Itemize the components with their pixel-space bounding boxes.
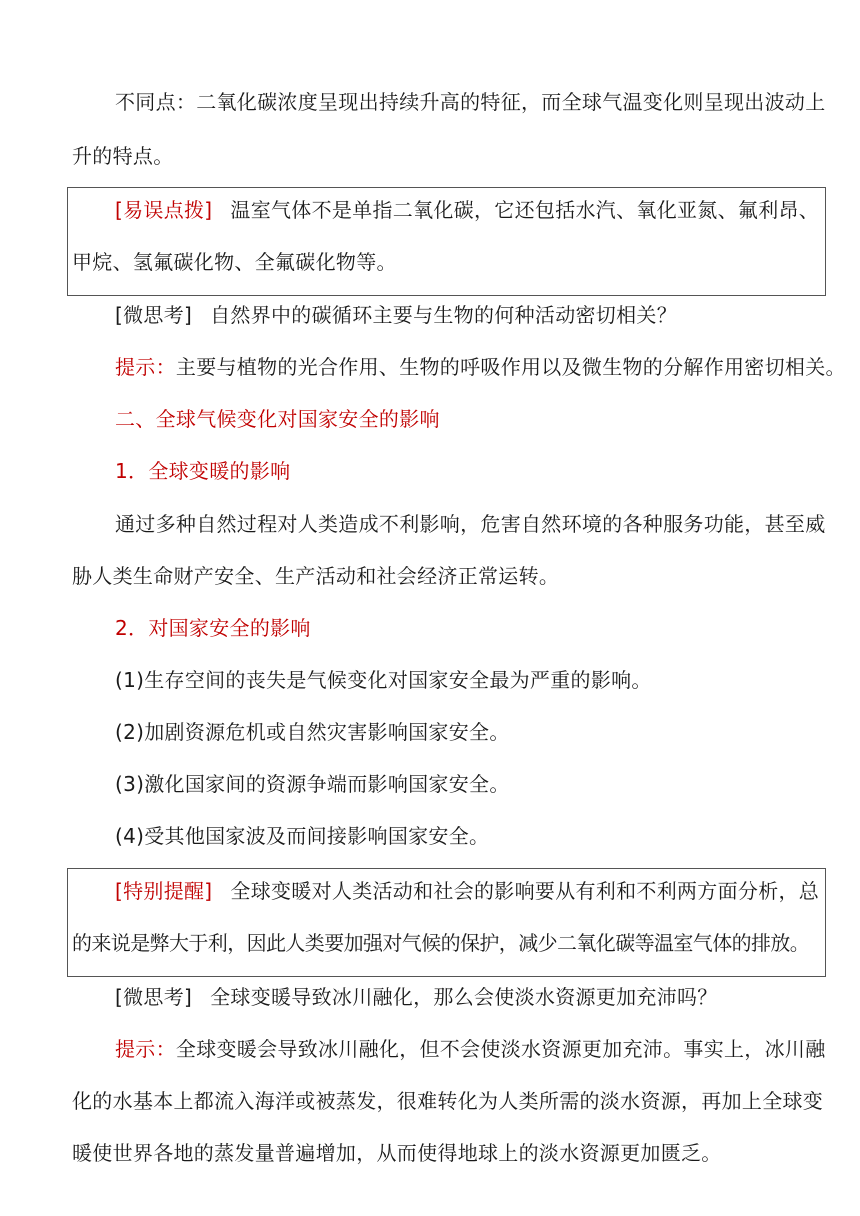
list-item-4: (4)受其他国家波及而间接影响国家安全。 xyxy=(115,824,490,848)
think2-hint-line-1 xyxy=(115,1035,860,1063)
subsection-2-title: 2．对国家安全的影响 xyxy=(115,616,311,640)
difference-line-1: 不同点：二氧化碳浓度呈现出持续升高的特征，而全球气温变化则呈现出波动上 xyxy=(115,90,826,114)
think2-question-line xyxy=(115,983,860,1011)
section2-para-line-1: 通过多种自然过程对人类造成不利影响，危害自然环境的各种服务功能，甚至威 xyxy=(115,512,826,536)
think2-hint-line-2: 化的水基本上都流入海洋或被蒸发，很难转化为人类所需的淡水资源，再加上全球变 xyxy=(72,1089,824,1113)
think1-hint-line xyxy=(115,353,860,381)
section2-para-line-2: 胁人类生命财产安全、生产活动和社会经济正常运转。 xyxy=(72,564,560,588)
note1-text-1: 温室气体不是单指二氧化碳，它还包括水汽、氧化亚氮、氟利昂、 xyxy=(230,198,820,222)
think2-hint-line-3: 暖使世界各地的蒸发量普遍增加，从而使得地球上的淡水资源更加匮乏。 xyxy=(72,1141,722,1165)
list-item-3: (3)激化国家间的资源争端而影响国家安全。 xyxy=(115,772,510,796)
think1-question: 自然界中的碳循环主要与生物的何种活动密切相关？ xyxy=(210,303,678,327)
think2-question: 全球变暖导致冰川融化，那么会使淡水资源更加充沛吗？ xyxy=(210,985,718,1009)
think1-question-line xyxy=(115,301,860,329)
note2-tag: [特别提醒] xyxy=(115,879,213,903)
think2-tag: [微思考] xyxy=(115,985,193,1009)
note2-line-2: 的来说是弊大于利，因此人类要加强对气候的保护，减少二氧化碳等温室气体的排放。 xyxy=(72,931,810,955)
difference-line-2: 升的特点。 xyxy=(72,144,174,168)
think1-hint-label: 提示： xyxy=(115,355,176,379)
think1-tag: [微思考] xyxy=(115,303,193,327)
subsection-1-title: 1．全球变暖的影响 xyxy=(115,459,291,483)
note2-text-1: 全球变暖对人类活动和社会的影响要从有利和不利两方面分析，总 xyxy=(230,879,820,903)
note2-line-1 xyxy=(115,877,860,905)
list-item-1: (1)生存空间的丧失是气候变化对国家安全最为严重的影响。 xyxy=(115,668,652,692)
think1-hint: 主要与植物的光合作用、生物的呼吸作用以及微生物的分解作用密切相关。 xyxy=(175,355,846,379)
section-title: 二、全球气候变化对国家安全的影响 xyxy=(115,407,440,431)
think2-hint-1: 全球变暖会导致冰川融化，但不会使淡水资源更加充沛。事实上，冰川融 xyxy=(175,1037,826,1061)
note1-line-2: 甲烷、氢氟碳化物、全氟碳化物等。 xyxy=(72,250,397,274)
note1-tag: [易误点拨] xyxy=(115,198,213,222)
think2-hint-label: 提示： xyxy=(115,1037,176,1061)
note1-line-1 xyxy=(115,196,860,224)
list-item-2: (2)加剧资源危机或自然灾害影响国家安全。 xyxy=(115,720,510,744)
